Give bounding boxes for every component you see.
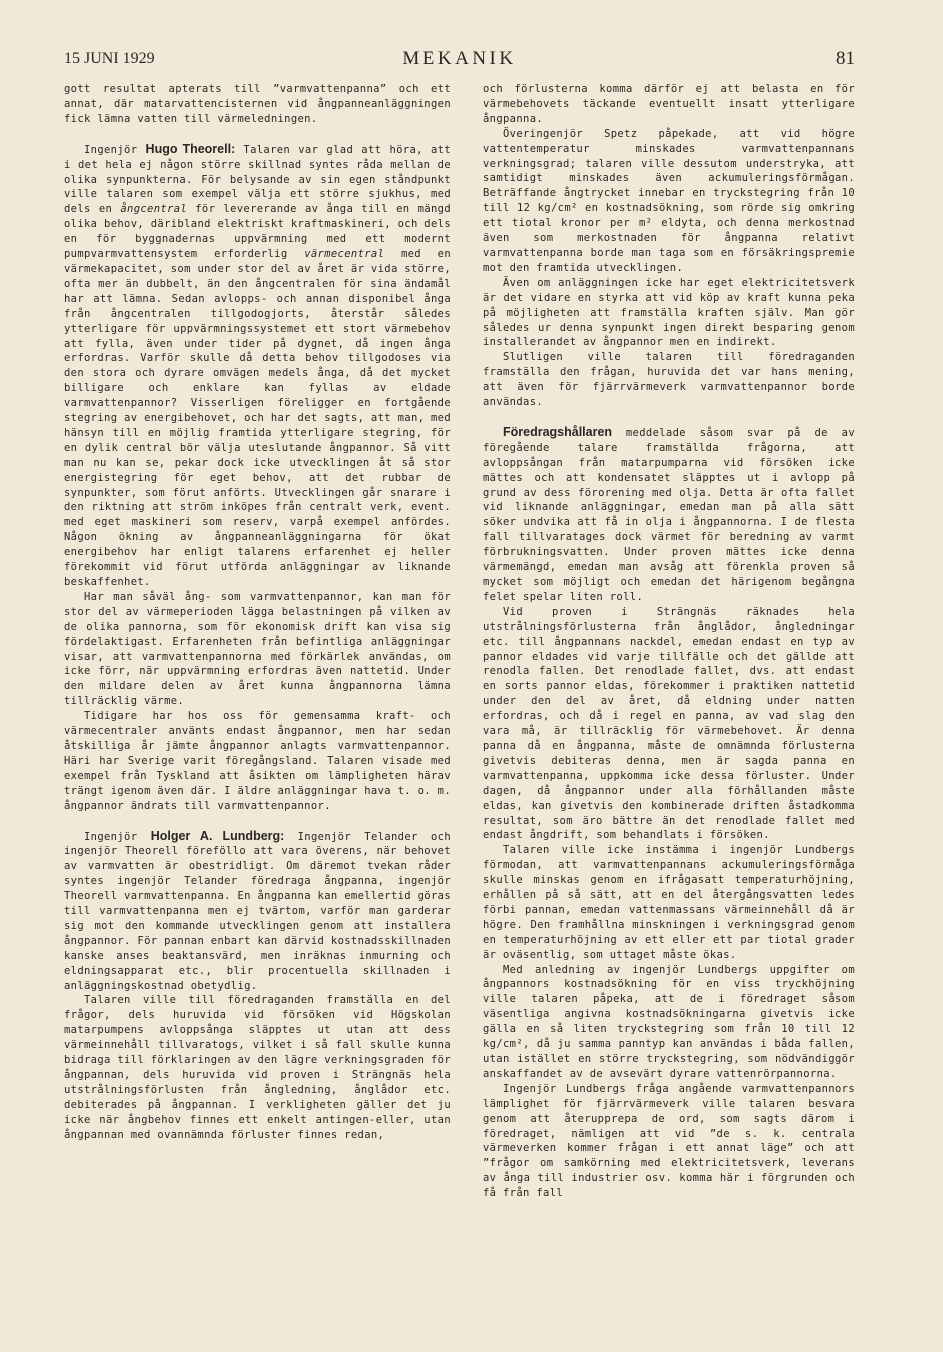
issue-date: 15 JUNI 1929 <box>64 50 155 67</box>
speaker-name: Föredragshållaren <box>503 424 613 439</box>
emphasis-text: värmecentral <box>304 248 385 261</box>
paragraph-gap <box>483 410 855 425</box>
paragraph: Tidigare har hos oss för gemensamma kraft- och värmecentraler använts endast ångpannor, men har sedan åtskilliga år jämte ångpannor anlagts varmvattenpannor. Häri har Sverige varit föregångsland. Talaren visade med exempel från Tyskland att åsikten om lämpligheten härav trängt igenom även där. I äldre anläggningar hava t. o. m. ångpannor ändrats till varmvattenpannor. <box>64 710 451 812</box>
paragraph: Har man såväl ång- som varmvattenpannor, kan man för stor del av värmeperioden lägga belastningen på vilken av de olika pannorna, som för ekonomisk drift kan visa sig fördelaktigast. Erfarenheten från befintliga anläggningar visar, att varmvattenpannorna med förkärlek användas, om icke förr, när uppvärmning erfordras även nattetid. Under den mildare delen av året kunna ångpannorna lämna tillräcklig värme. <box>64 590 451 708</box>
paragraph-foredragshallaren <box>483 425 855 605</box>
left-column <box>64 82 451 1143</box>
paragraph: Talaren ville icke instämma i ingenjör Lundbergs förmodan, att varmvattenpannans ackumuleringsförmåga skulle minskas genom en ifrågasatt temperaturhöjning, erhållen på så sätt, att en del återgångsvatten ledes förbi pannan, emedan vattenmassans värmeinnehåll då är högre. Den framhållna minskningen i verkningsgrad genom en temperaturhöjning av ett eller ett par tiotal grader är oväsentlig, som uttaget måste ökas. <box>483 844 855 961</box>
speaker-title: Ingenjör <box>84 143 146 156</box>
paragraph: gott resultat apterats till ”varmvattenpanna” och ett annat, där matarvattencisternen vid ångpanneanläggningen fick lämna vatten till värmeledningen. <box>64 83 451 125</box>
paragraph: Slutligen ville talaren till föredraganden framställa den frågan, huruvida det var hans mening, att även för fjärrvärmeverk varmvattenpannor borde användas. <box>483 351 855 409</box>
paragraph: Vid proven i Strängnäs räknades hela utstrålningsförlusterna från ånglådor, ångledningar etc. till ångpannans nackdel, emedan endast en typ av pannor eldades vid varje tillfälle och det gällde att renodla fallen. Det renodlade fallet, dvs. att endast en sorts pannor eldas, förekommer i praktiken nattetid under den del av året, då eldning under natten erfordras, och då i regel en panna, av vad slag den vara må, är tillräcklig för värmebehovet. Är denna panna då en ångpanna, måste de omnämnda förlusterna givetvis debiteras denna, men är sagda panna en varmvattenpanna, uppkomma icke dessa förluster. Under dagen, då ångpannor under alla förhållanden måste eldas, kan givetvis den kombinerade driften åstadkomma resultat, som äro bättre än det renodlade fallet med endast ångdrift, som behandlats i försöken. <box>483 605 855 842</box>
paragraph-text: Talaren var glad att höra, att i det hela ej någon större skillnad syntes råda mellan de olika synpunkterna. För belysande av sin egen ståndpunkt ville talaren som exempel välja ett större sjukhus, med dels en <box>64 143 451 216</box>
speaker-name: Hugo Theorell: <box>145 141 236 156</box>
paragraph-text: med en värmekapacitet, som under stor del av året är vida större, ofta mer än dubbelt, än den ångcentralen för sina ändamål har att lämna. Sedan avlopps- och annan disponibel ånga från ångcentralen tillgodogjorts, återstår således ytterligare för uppvärmningssystemet ett stort värmebehov att fylla, även under tider på dygnet, då ingen ånga erfordras. Varför skulle då detta behov tillgodoses via den stora och dyrare omvägen medels ånga, då det mycket billigare och enklare kan fyllas av eldade varmvattenpannor? Visserligen föreligger en fortgående stegring av energibehovet, och har det sagts, att man, med hänsyn till en möjlig framtida ytterligare stegring, för en dylik central bör välja uteslutande ångpannor. Så vitt man nu kan se, pekar dock icke utvecklingen åt så stor energistegring för eget behov, att det rubbar de synpunkter, som förut anförts. Utvecklingen går snarare i den riktning att ström inköpes från centralt verk, event. med eget maskineri som reserv, varpå exempel anfördes. Någon ökning av ångpanneanläggningarna för ökat energibehov har enligt talarens erfarenhet ej heller förekommit vid förut utförda anläggningar av liknande beskaffenhet. <box>64 248 451 588</box>
paragraph: Överingenjör Spetz påpekade, att vid högre vattentemperatur minskades varmvattenpannans verkningsgrad; talaren ville dessutom understryka, att samtidigt minskades även ackumuleringsförmågan. Beträffande ångtrycket innebar en tryckstegring från 10 till 12 kg/cm² en kostnadsökning, som rörde sig omkring ett tiotal kronor per m² eldyta, och denna merkostnad även som merkostnaden för ångpanna relativt varmvattenpanna borde man taga som en försäkringspremie mot den framtida utvecklingen. <box>483 127 855 274</box>
paragraph: Ingenjör Lundbergs fråga angående varmvattenpannors lämplighet för fjärrvärmeverk ville talaren besvara genom att återupprepa de ord, som sagts därom i föredraget, nämligen att vid ”de s. k. centrala värmeverken kommer frågan i ett annat läge” och att ”frågor om samkörning med elektricitetsverk, leverans av ånga till industrier osv. komma här i förgrunden och få från fall <box>483 1082 855 1200</box>
paragraph-text: Ingenjör Telander och ingenjör Theorell föreföllo att vara överens, när behovet av varmvatten är obestridligt. Om däremot tvekan råder syntes ingenjör Telander föredraga ångpanna, ingenjör Theorell varmvattenpanna. En ångpanna kan emellertid göras till varmvattenpanna men ej tvärtom, varför man garderar sig mot den kommande utvecklingen genom att installera ångpannor. För pannan enbart kan därvid kostnadsskillnaden kanske anses beaktansvärd, men inräknas inmurning och eldningsapparat etc., blir procentuella skillnaden i anläggningskostnad obetydlig. <box>64 830 452 992</box>
right-column <box>483 82 855 1201</box>
emphasis-text: ångcentral <box>120 203 188 216</box>
paragraph: Även om anläggningen icke har eget elektricitetsverk är det vidare en styrka att vid köp av kraft kunna peka på möjligheten att framställa kraften själv. Man gör således ur denna synpunkt ingen direkt besparing genom installerandet av ångpannor men en indirekt. <box>483 276 855 349</box>
paragraph: och förlusterna komma därför ej att belasta en för värmebehovets täckande eventuellt insatt ytterligare ångpanna. <box>483 83 855 125</box>
paragraph-gap <box>64 127 451 142</box>
paragraph: Talaren ville till föredraganden framställa en del frågor, dels huruvida vid försöken vid Högskolan matarpumpens avloppsånga släpptes ut utan att dess värmeinnehåll tillvaratogs, vilket i så fall skulle kunna bidraga till förklaringen av den lägre verkningsgraden för ångpannan, dels huruvida vid proven i Strängnäs hela utstrålningsförlusten från ångledning, ånglådor etc. debiterades på ångpannan. I verkligheten gäller det ju icke när ångbehov finnes ett enkelt antingen-eller, utan ångpannan med ovannämnda förluster finnes redan, <box>64 994 451 1141</box>
page-number: 81 <box>836 48 855 69</box>
paragraph-gap <box>64 814 451 829</box>
paragraph-text: för levererande av ånga till en mängd olika behov, däribland elektriskt kraftmaskineri, och dels en för byggnadernas uppvärmning med ett modernt pumpvarmvattensystem erforderlig <box>64 203 451 261</box>
paragraph-theorell <box>64 142 451 590</box>
speaker-name: Holger A. Lundberg: <box>150 828 285 843</box>
journal-title: MEKANIK <box>402 48 517 69</box>
paragraph-text: meddelade såsom svar på de av föregående talare framställda frågorna, att avloppsångan från matarpumparna vid försöken icke mättes och att kondensatet släpptes ut i avlopp på grund av dess förorening med olja. Detta är ofta fallet vid liknande anläggningar, emedan man på alla sätt söker undvika att få in olja i ångpannorna. I de flesta fall tillvaratages dock värmet för beredning av varmt förbrukningsvatten. Under proven mättes icke denna värmemängd, emedan man avsåg att förenkla proven så mycket som möjligt och emedan det härigenom begångna felet spelar liten roll. <box>483 426 855 603</box>
page-header <box>64 48 855 72</box>
speaker-title: Ingenjör <box>84 830 151 843</box>
paragraph-lundberg <box>64 829 451 994</box>
paragraph: Med anledning av ingenjör Lundbergs uppgifter om ångpannors kostnadsökning för en viss tryckhöjning ville talaren påpeka, att de i föredraget såsom väsentliga angivna kostnadsökningarna givetvis icke gälla en så liten tryckstegring som från 10 till 12 kg/cm², då ju samma panntyp kan användas i båda fallen, utan istället en större tryckstegring, som nödvändiggör anskaffandet av de avsevärt dyrare vattenrörpannorna. <box>483 963 855 1080</box>
